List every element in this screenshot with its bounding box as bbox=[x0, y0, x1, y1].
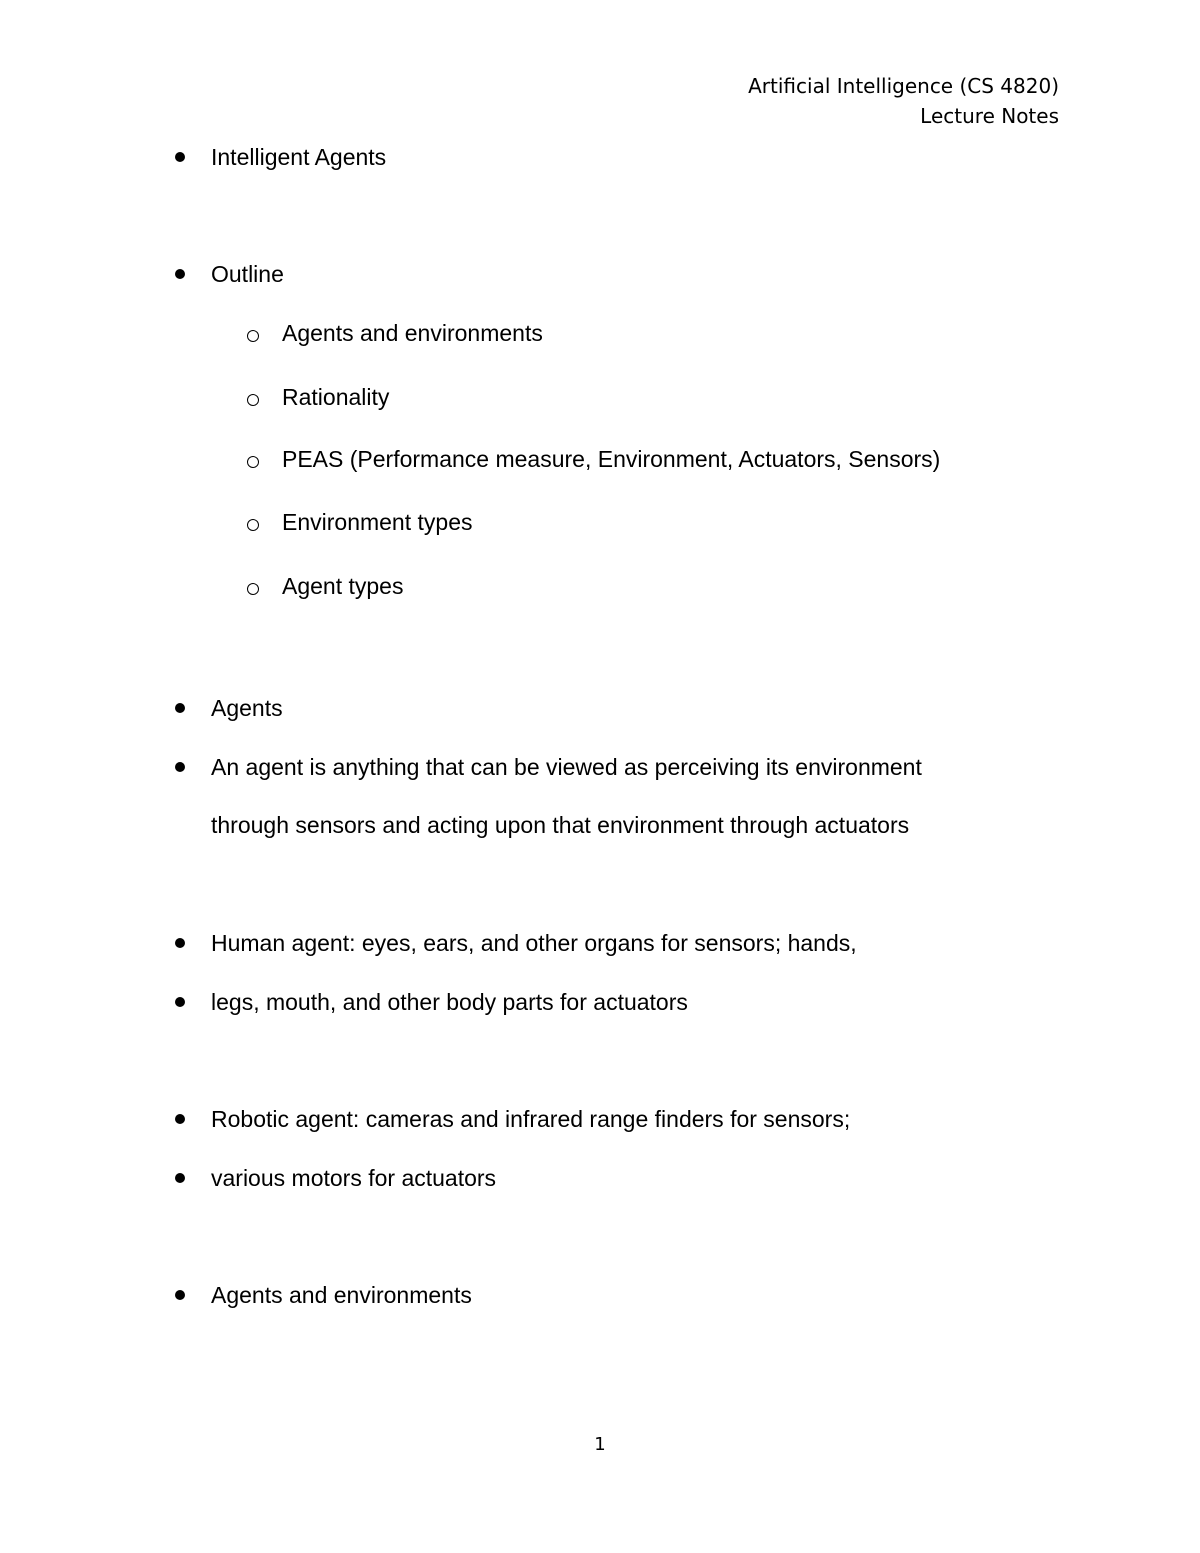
bullet-icon bbox=[175, 997, 185, 1007]
list-item-robotic-agent-actuators: various motors for actuators bbox=[211, 1165, 497, 1191]
list-item-outline: Outline bbox=[211, 261, 284, 287]
outline-sub-item: Agents and environments bbox=[282, 320, 543, 346]
sub-bullet-icon bbox=[247, 456, 259, 468]
outline-sub-item: PEAS (Performance measure, Environment, Actuators, Sensors) bbox=[282, 446, 941, 472]
outline-sub-item: Rationality bbox=[282, 384, 390, 410]
header-doc-type: Lecture Notes bbox=[920, 104, 1059, 128]
bullet-icon bbox=[175, 269, 185, 279]
bullet-icon bbox=[175, 1114, 185, 1124]
sub-bullet-icon bbox=[247, 519, 259, 531]
list-item-human-agent: Human agent: eyes, ears, and other organs for sensors; hands, bbox=[211, 930, 857, 956]
bullet-icon bbox=[175, 1173, 185, 1183]
bullet-icon bbox=[175, 938, 185, 948]
list-item-agent-definition: An agent is anything that can be viewed as perceiving its environment bbox=[211, 754, 922, 780]
sub-bullet-icon bbox=[247, 330, 259, 342]
list-item-robotic-agent: Robotic agent: cameras and infrared range finders for sensors; bbox=[211, 1106, 851, 1132]
outline-sub-item: Agent types bbox=[282, 573, 404, 599]
bullet-icon bbox=[175, 703, 185, 713]
bullet-icon bbox=[175, 152, 185, 162]
agent-definition-continuation: through sensors and acting upon that environment through actuators bbox=[211, 812, 910, 838]
outline-sub-item: Environment types bbox=[282, 509, 473, 535]
list-item-human-agent-actuators: legs, mouth, and other body parts for actuators bbox=[211, 989, 688, 1015]
bullet-icon bbox=[175, 762, 185, 772]
page-number: 1 bbox=[594, 1434, 606, 1455]
sub-bullet-icon bbox=[247, 583, 259, 595]
sub-bullet-icon bbox=[247, 394, 259, 406]
list-item-agents: Agents bbox=[211, 695, 283, 721]
bullet-icon bbox=[175, 1290, 185, 1300]
list-item-intelligent-agents: Intelligent Agents bbox=[211, 144, 387, 170]
list-item-agents-and-environments: Agents and environments bbox=[211, 1282, 472, 1308]
header-course-title: Artificial Intelligence (CS 4820) bbox=[748, 74, 1059, 98]
